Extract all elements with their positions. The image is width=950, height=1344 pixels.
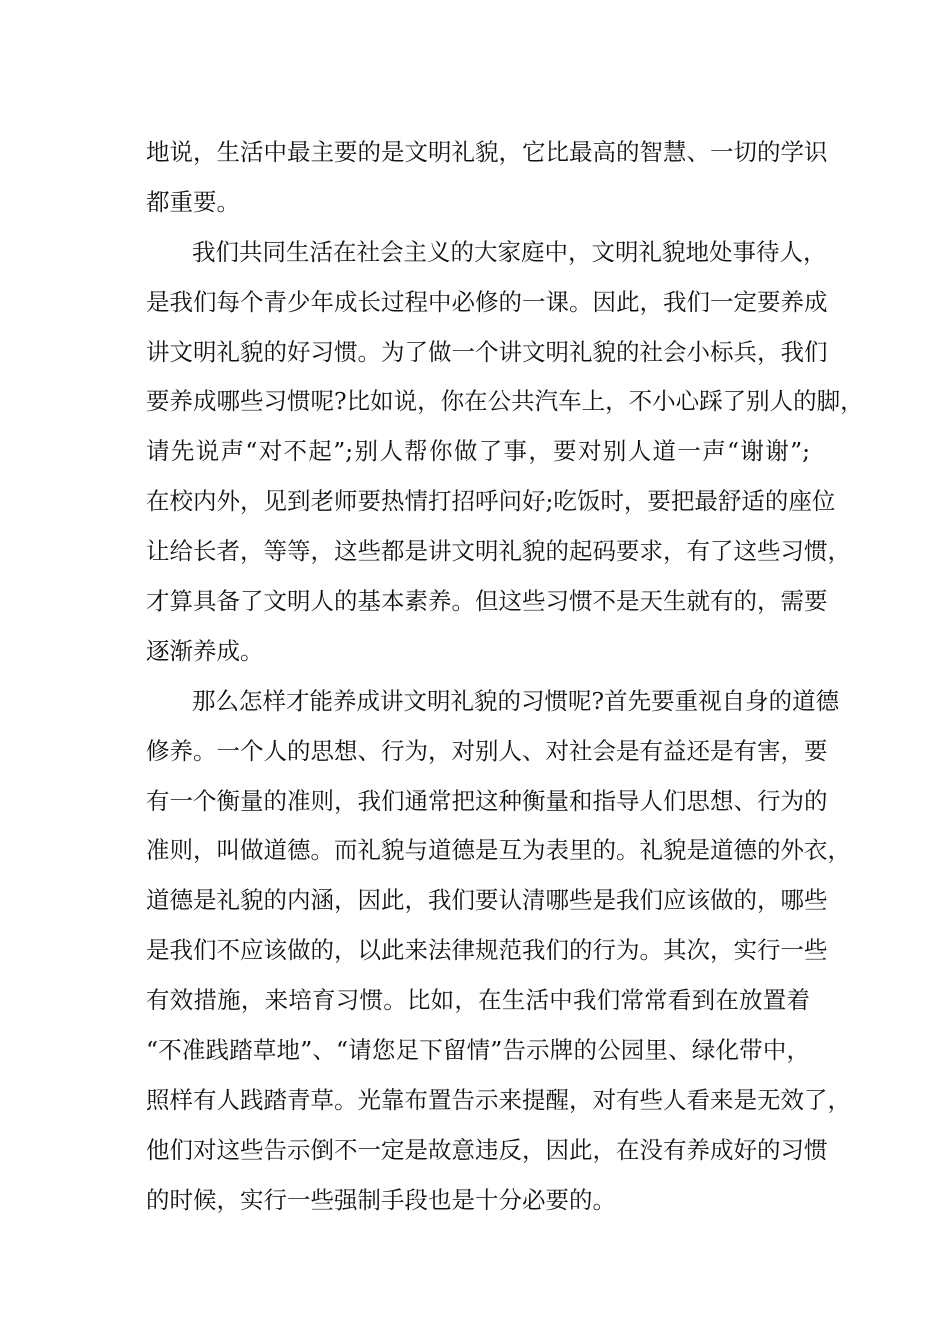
text-line: 才算具备了文明人的基本素养。但这些习惯不是天生就有的，需要: [146, 587, 828, 616]
text-line: 他们对这些告示倒不一定是故意违反，因此，在没有养成好的习惯: [146, 1135, 828, 1164]
text-line: 讲文明礼貌的好习惯。为了做一个讲文明礼貌的社会小标兵，我们: [146, 337, 828, 366]
text-line: 我们共同生活在社会主义的大家庭中，文明礼貌地处事待人，: [192, 237, 827, 266]
text-line: 的时候，实行一些强制手段也是十分必要的。: [146, 1185, 616, 1214]
text-line: 要养成哪些习惯呢?比如说，你在公共汽车上，不小心踩了别人的脚，: [146, 387, 864, 416]
text-line: 准则，叫做道德。而礼貌与道德是互为表里的。礼貌是道德的外衣，: [146, 836, 851, 865]
text-line: 请先说声“对不起”;别人帮你做了事，要对别人道一声“谢谢”;: [146, 437, 810, 466]
text-line: 照样有人践踏青草。光靠布置告示来提醒，对有些人看来是无效了，: [146, 1085, 851, 1114]
text-line: 是我们不应该做的，以此来法律规范我们的行为。其次，实行一些: [146, 936, 828, 965]
text-line: 在校内外，见到老师要热情打招呼问好;吃饭时，要把最舒适的座位: [146, 487, 836, 516]
text-line: “不准践踏草地”、“请您足下留情”告示牌的公园里、绿化带中，: [146, 1036, 810, 1065]
text-line: 逐渐养成。: [146, 636, 264, 665]
text-line: 是我们每个青少年成长过程中必修的一课。因此，我们一定要养成: [146, 287, 828, 316]
text-line: 让给长者，等等，这些都是讲文明礼貌的起码要求，有了这些习惯，: [146, 537, 851, 566]
text-line: 修养。一个人的思想、行为，对别人、对社会是有益还是有害，要: [146, 736, 828, 765]
text-line: 那么怎样才能养成讲文明礼貌的习惯呢?首先要重视自身的道德: [192, 686, 840, 715]
paragraph: [146, 677, 851, 1226]
text-line: 有效措施，来培育习惯。比如，在生活中我们常常看到在放置着: [146, 986, 810, 1015]
paragraph: [146, 228, 864, 677]
text-line: 地说，生活中最主要的是文明礼貌，它比最高的智慧、一切的学识: [146, 138, 828, 166]
text-line: 都重要。: [146, 187, 240, 216]
text-line: 有一个衡量的准则，我们通常把这种衡量和指导人们思想、行为的: [146, 786, 828, 815]
text-line: 道德是礼貌的内涵，因此，我们要认清哪些是我们应该做的，哪些: [146, 886, 828, 915]
paragraph: [146, 128, 828, 228]
document-body: [146, 128, 864, 1226]
